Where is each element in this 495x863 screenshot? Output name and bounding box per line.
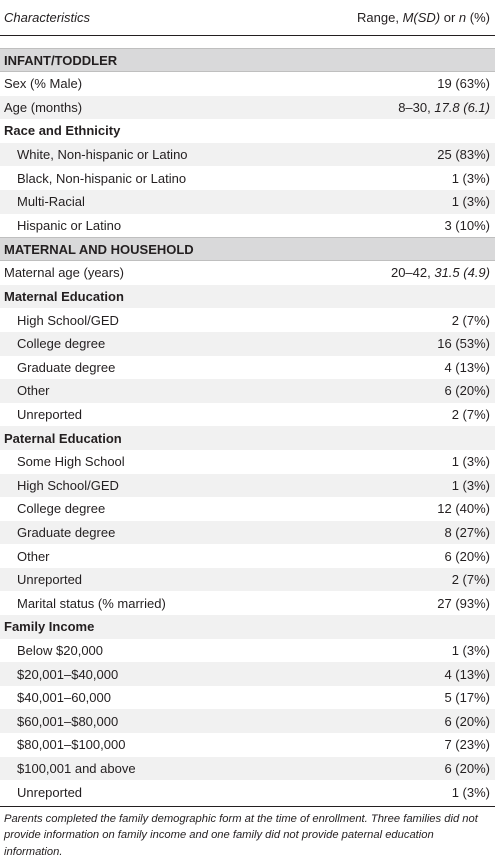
table-row bbox=[0, 544, 495, 568]
row-label: Some High School bbox=[17, 454, 125, 470]
group-row bbox=[0, 285, 495, 309]
row-value: 1 (3%) bbox=[451, 194, 490, 210]
row-value: 27 (93%) bbox=[437, 595, 490, 611]
row-value: 12 (40%) bbox=[437, 501, 490, 517]
table-row bbox=[0, 166, 495, 190]
row-label: $60,001–$80,000 bbox=[17, 713, 119, 729]
row-label: High School/GED bbox=[17, 312, 119, 328]
row-value: 25 (83%) bbox=[437, 147, 490, 163]
row-label: Unreported bbox=[17, 572, 83, 588]
header-range bbox=[357, 10, 491, 25]
table-row bbox=[0, 403, 495, 427]
table-row bbox=[0, 757, 495, 781]
group-label: Maternal Education bbox=[4, 289, 124, 305]
row-label: Other bbox=[17, 548, 50, 564]
table-row bbox=[0, 568, 495, 592]
row-value: 6 (20%) bbox=[444, 713, 490, 729]
table-row bbox=[0, 356, 495, 380]
row-label: Hispanic or Latino bbox=[17, 217, 122, 233]
row-label: Multi-Racial bbox=[17, 194, 85, 210]
row-label: $80,001–$100,000 bbox=[17, 737, 126, 753]
header-sd: (SD) bbox=[413, 10, 441, 25]
maternal-age-range: 20–42, bbox=[390, 265, 435, 281]
table-row bbox=[0, 709, 495, 733]
table-row bbox=[0, 450, 495, 474]
group-label: Race and Ethnicity bbox=[4, 123, 121, 139]
section-infant-toddler: INFANT/TODDLER bbox=[0, 48, 495, 72]
row-label: $100,001 and above bbox=[17, 760, 136, 776]
row-label: Marital status (% married) bbox=[17, 595, 166, 611]
row-label: College degree bbox=[17, 336, 106, 352]
row-value: 6 (20%) bbox=[444, 383, 490, 399]
row-label: $40,001–60,000 bbox=[17, 690, 111, 706]
age-range: 8–30, bbox=[398, 99, 435, 115]
row-value: 7 (23%) bbox=[444, 737, 490, 753]
row-value: 1 (3%) bbox=[451, 454, 490, 470]
row-label: White, Non-hispanic or Latino bbox=[17, 147, 188, 163]
table-row bbox=[0, 662, 495, 686]
row-value: 1 (3%) bbox=[451, 784, 490, 800]
row-value: 19 (63%) bbox=[437, 76, 490, 92]
table-row bbox=[0, 497, 495, 521]
row-value: 4 (13%) bbox=[444, 359, 490, 375]
header-n: n bbox=[458, 10, 467, 25]
row-value: 2 (7%) bbox=[451, 407, 490, 423]
row-label: Other bbox=[17, 383, 50, 399]
header-characteristics: Characteristics bbox=[4, 10, 90, 25]
table-row bbox=[0, 332, 495, 356]
row-label: Age (months) bbox=[4, 99, 83, 115]
table-row bbox=[0, 686, 495, 710]
table-row bbox=[0, 379, 495, 403]
group-row bbox=[0, 426, 495, 450]
group-label: Family Income bbox=[4, 619, 95, 635]
table-row bbox=[0, 72, 495, 96]
table-row bbox=[0, 780, 495, 804]
row-label: Black, Non-hispanic or Latino bbox=[17, 170, 187, 186]
header-m: M bbox=[402, 10, 414, 25]
table-row bbox=[0, 214, 495, 238]
table-row bbox=[0, 308, 495, 332]
row-value: 2 (7%) bbox=[451, 572, 490, 588]
row-value: 16 (53%) bbox=[437, 336, 490, 352]
table-header bbox=[0, 0, 495, 36]
table-row bbox=[0, 143, 495, 167]
table-row bbox=[0, 261, 495, 285]
row-value: 6 (20%) bbox=[444, 548, 490, 564]
header-or: or bbox=[440, 10, 459, 25]
row-value: 1 (3%) bbox=[451, 170, 490, 186]
table-row bbox=[0, 591, 495, 615]
header-range-prefix: Range, bbox=[357, 10, 403, 25]
table-row bbox=[0, 96, 495, 120]
row-value bbox=[391, 265, 490, 280]
row-value: 6 (20%) bbox=[444, 760, 490, 776]
age-mean-sd: 17.8 (6.1) bbox=[434, 99, 490, 115]
row-value: 5 (17%) bbox=[444, 690, 490, 706]
table-row bbox=[0, 639, 495, 663]
row-label: College degree bbox=[17, 501, 106, 517]
group-row bbox=[0, 119, 495, 143]
row-label: Graduate degree bbox=[17, 524, 116, 540]
row-label: Unreported bbox=[17, 784, 83, 800]
row-label: High School/GED bbox=[17, 477, 119, 493]
row-value: 3 (10%) bbox=[444, 217, 490, 233]
row-label: $20,001–$40,000 bbox=[17, 666, 119, 682]
row-value: 1 (3%) bbox=[451, 477, 490, 493]
maternal-age-mean-sd: 31.5 (4.9) bbox=[434, 265, 490, 281]
row-label: Maternal age (years) bbox=[4, 265, 124, 281]
row-value bbox=[398, 100, 490, 115]
row-value: 1 (3%) bbox=[451, 642, 490, 658]
header-pct: (%) bbox=[466, 10, 490, 25]
row-label: Below $20,000 bbox=[17, 642, 104, 658]
group-row bbox=[0, 615, 495, 639]
row-label: Unreported bbox=[17, 407, 83, 423]
row-label: Sex (% Male) bbox=[4, 76, 83, 92]
row-value: 4 (13%) bbox=[444, 666, 490, 682]
group-label: Paternal Education bbox=[4, 430, 122, 446]
table-row bbox=[0, 733, 495, 757]
row-label: Graduate degree bbox=[17, 359, 116, 375]
table-footnote: Parents completed the family demographic form at the time of enrollment. Three families did not provide information on family income and one family did not provide paternal education information. bbox=[4, 812, 478, 858]
row-value: 2 (7%) bbox=[451, 312, 490, 328]
section-maternal-household: MATERNAL AND HOUSEHOLD bbox=[0, 237, 495, 261]
table-row bbox=[0, 521, 495, 545]
row-value: 8 (27%) bbox=[444, 524, 490, 540]
table-row bbox=[0, 474, 495, 498]
table-row bbox=[0, 190, 495, 214]
